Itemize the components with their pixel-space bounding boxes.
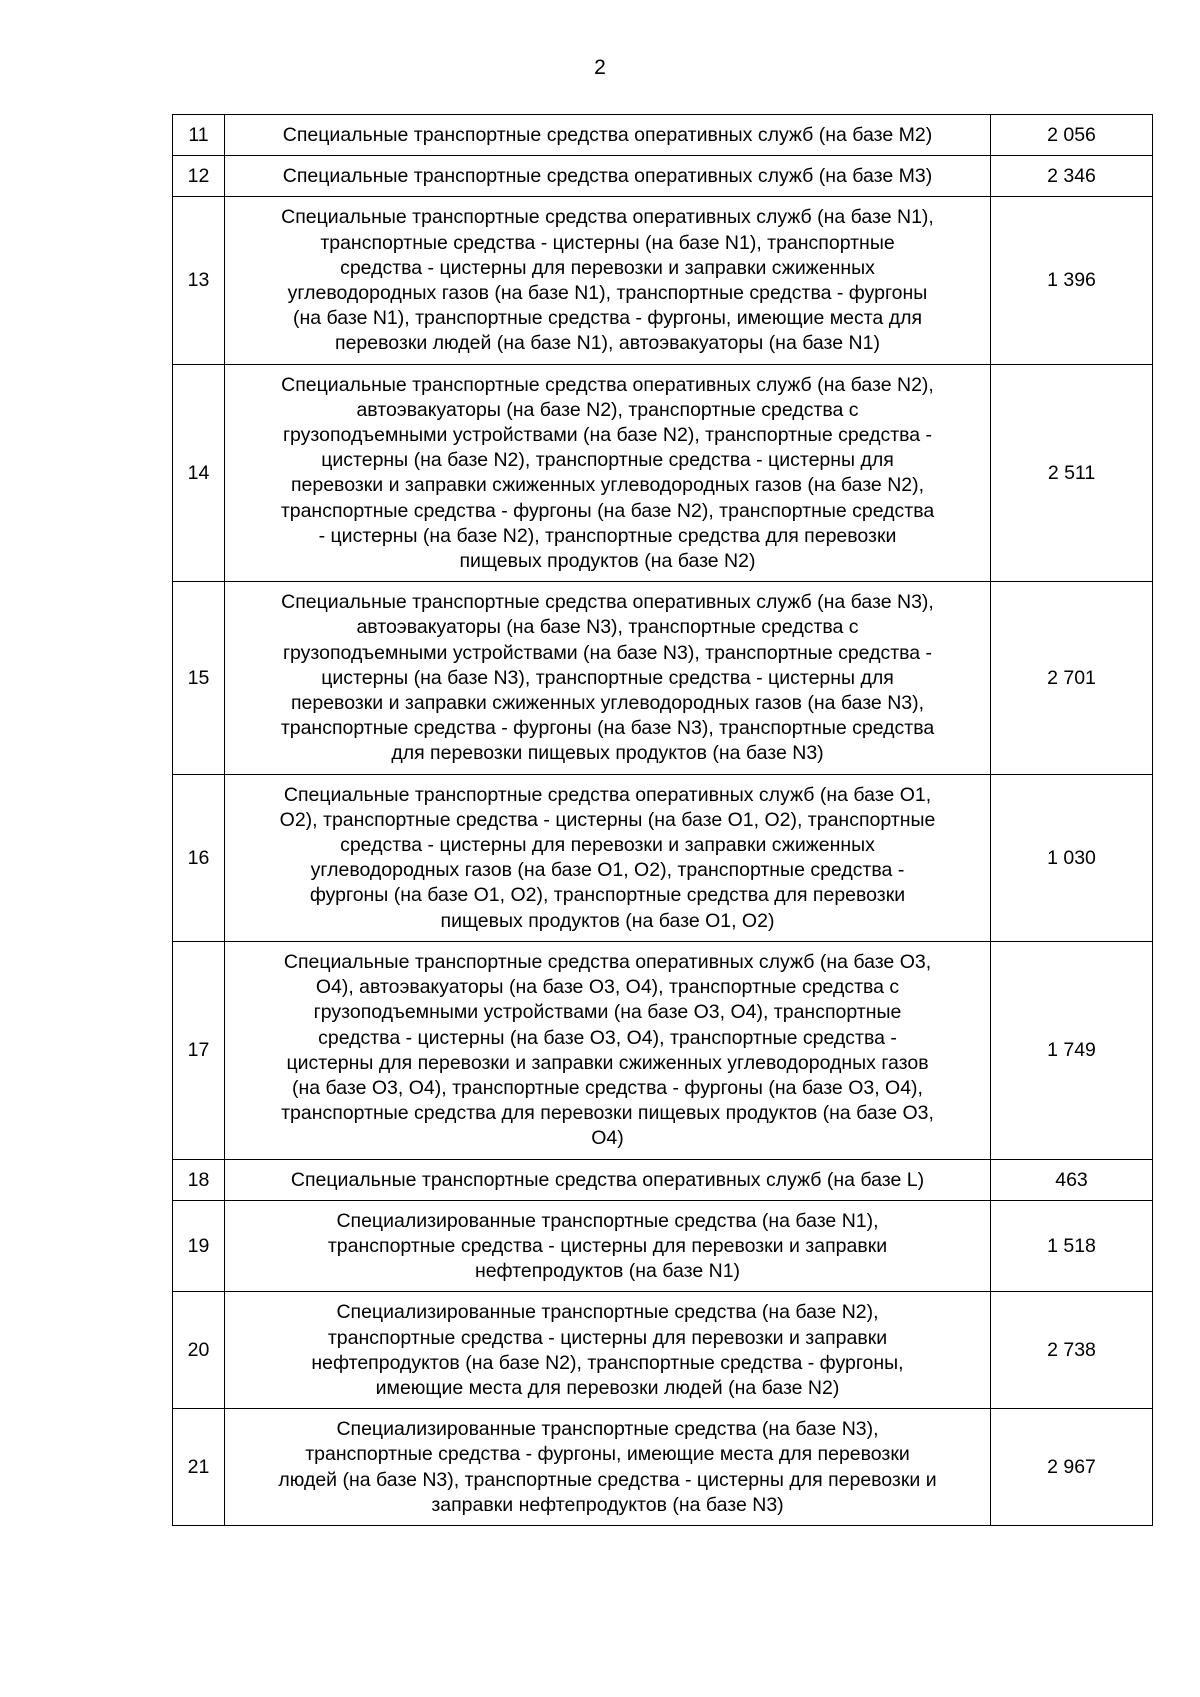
description-line: для перевозки пищевых продуктов (на базе N3) xyxy=(391,742,824,765)
description-line: (на базе N1), транспортные средства - фургоны, имеющие места для xyxy=(292,307,923,330)
description-line: транспортные средства - цистерны для перевозки и заправки xyxy=(327,1234,888,1257)
value-cell: 2 967 xyxy=(991,1409,1153,1526)
description-line: транспортные средства для перевозки пищевых продуктов (на базе O3, xyxy=(281,1102,934,1125)
table-row xyxy=(173,197,1153,364)
description-line: O2), транспортные средства - цистерны (на базе O1, O2), транспортные xyxy=(279,808,936,831)
row-number-cell: 12 xyxy=(173,156,225,197)
description-line: транспортные средства - цистерны (на базе N1), транспортные xyxy=(320,231,895,254)
description-line: Специализированные транспортные средства (на базе N2), xyxy=(336,1301,879,1324)
description-line: углеводородных газов (на базе N1), транспортные средства - фургоны xyxy=(287,282,928,305)
description-line: заправки нефтепродуктов (на базе N3) xyxy=(431,1493,784,1516)
description-line: грузоподъемными устройствами (на базе N3), транспортные средства - xyxy=(282,641,933,664)
value-cell: 2 056 xyxy=(991,115,1153,156)
table-row xyxy=(173,1159,1153,1200)
description-line: транспортные средства - фургоны (на базе N3), транспортные средства xyxy=(280,717,935,740)
vehicle-category-table xyxy=(172,114,1153,1526)
table-row xyxy=(173,1292,1153,1409)
description-line: пищевых продуктов (на базе O1, O2) xyxy=(440,909,775,932)
value-cell: 2 701 xyxy=(991,582,1153,774)
row-number-cell: 21 xyxy=(173,1409,225,1526)
table-row xyxy=(173,941,1153,1159)
description-line: Специальные транспортные средства оперативных служб (на базе O1, xyxy=(283,783,932,806)
description-line: Специальные транспортные средства оперативных служб (на базе M2) xyxy=(282,124,933,146)
description-line: людей (на базе N3), транспортные средства - цистерны для перевозки и xyxy=(278,1468,937,1491)
value-cell: 2 511 xyxy=(991,364,1153,582)
value-cell: 463 xyxy=(991,1159,1153,1200)
description-line: цистерны (на базе N3), транспортные средства - цистерны для xyxy=(321,666,894,689)
value-cell: 2 346 xyxy=(991,156,1153,197)
row-number-cell: 11 xyxy=(173,115,225,156)
vehicle-description-cell xyxy=(225,115,991,156)
description-line: (на базе O3, O4), транспортные средства - фургоны (на базе O3, O4), xyxy=(292,1076,923,1099)
description-line: транспортные средства - фургоны (на базе N2), транспортные средства xyxy=(280,499,935,522)
table-row xyxy=(173,1409,1153,1526)
description-line: нефтепродуктов (на базе N2), транспортные средства - фургоны, xyxy=(311,1351,904,1374)
vehicle-description-cell xyxy=(225,1292,991,1409)
description-line: средства - цистерны (на базе O3, O4), транспортные средства - xyxy=(318,1026,897,1049)
description-line: цистерны для перевозки и заправки сжиженных углеводородных газов xyxy=(286,1051,929,1074)
description-line: грузоподъемными устройствами (на базе N2), транспортные средства - xyxy=(282,424,933,447)
row-number-cell: 16 xyxy=(173,774,225,941)
description-line: углеводородных газов (на базе O1, O2), транспортные средства - xyxy=(310,859,905,882)
description-line: Специальные транспортные средства оперативных служб (на базе O3, xyxy=(283,950,932,973)
description-line: грузоподъемными устройствами (на базе O3, O4), транспортные xyxy=(313,1001,902,1024)
row-number-cell: 17 xyxy=(173,941,225,1159)
vehicle-description-cell xyxy=(225,156,991,197)
vehicle-description-cell xyxy=(225,941,991,1159)
vehicle-description-cell xyxy=(225,1409,991,1526)
description-line: - цистерны (на базе N2), транспортные средства для перевозки xyxy=(318,524,897,547)
vehicle-description-cell xyxy=(225,1200,991,1292)
description-line: Специализированные транспортные средства (на базе N3), xyxy=(336,1418,879,1441)
description-line: Специальные транспортные средства оперативных служб (на базе N1), xyxy=(281,206,934,229)
vehicle-description-cell xyxy=(225,774,991,941)
description-line: Специальные транспортные средства оперативных служб (на базе M3) xyxy=(282,165,933,188)
description-line: Специальные транспортные средства оперативных служб (на базе N2), xyxy=(281,373,934,396)
description-line: транспортные средства - фургоны, имеющие места для перевозки xyxy=(305,1443,910,1466)
vehicle-description-cell xyxy=(225,197,991,364)
description-line: перевозки и заправки сжиженных углеводородных газов (на базе N3), xyxy=(290,692,925,715)
value-cell: 1 749 xyxy=(991,941,1153,1159)
page-number: 2 xyxy=(594,56,606,79)
vehicle-description-cell xyxy=(225,364,991,582)
value-cell: 2 738 xyxy=(991,1292,1153,1409)
row-number-cell: 19 xyxy=(173,1200,225,1292)
description-line: имеющие места для перевозки людей (на базе N2) xyxy=(375,1376,840,1399)
description-line: Специализированные транспортные средства (на базе N1), xyxy=(336,1209,879,1232)
table-row xyxy=(173,1200,1153,1292)
row-number-cell: 18 xyxy=(173,1159,225,1200)
description-line: пищевых продуктов (на базе N2) xyxy=(459,550,756,573)
description-line: средства - цистерны для перевозки и заправки сжиженных xyxy=(340,834,875,857)
value-cell: 1 518 xyxy=(991,1200,1153,1292)
vehicle-description-cell xyxy=(225,1159,991,1200)
description-line: нефтепродуктов (на базе N1) xyxy=(474,1260,741,1283)
description-line: цистерны (на базе N2), транспортные средства - цистерны для xyxy=(321,449,894,472)
description-line: Специальные транспортные средства оперативных служб (на базе L) xyxy=(290,1168,925,1191)
description-line: транспортные средства - цистерны для перевозки и заправки xyxy=(327,1326,888,1349)
row-number-cell: 20 xyxy=(173,1292,225,1409)
description-line: перевозки людей (на базе N1), автоэвакуаторы (на базе N1) xyxy=(335,332,880,355)
description-line: O4), автоэвакуаторы (на базе O3, O4), транспортные средства с xyxy=(315,976,900,999)
description-line: фургоны (на базе O1, O2), транспортные средства для перевозки xyxy=(309,884,906,907)
description-line: автоэвакуаторы (на базе N2), транспортные средства с xyxy=(356,398,859,421)
row-number-cell: 14 xyxy=(173,364,225,582)
table-row xyxy=(173,364,1153,582)
table-body xyxy=(173,115,1153,1526)
table-row xyxy=(173,582,1153,774)
row-number-cell: 15 xyxy=(173,582,225,774)
value-cell: 1 396 xyxy=(991,197,1153,364)
value-cell: 1 030 xyxy=(991,774,1153,941)
description-line: O4) xyxy=(591,1127,624,1150)
description-line: перевозки и заправки сжиженных углеводородных газов (на базе N2), xyxy=(290,474,925,497)
table-row xyxy=(173,156,1153,197)
description-line: Специальные транспортные средства оперативных служб (на базе N3), xyxy=(281,591,934,614)
description-line: средства - цистерны для перевозки и заправки сжиженных xyxy=(340,256,875,279)
table-row xyxy=(173,115,1153,156)
table-row xyxy=(173,774,1153,941)
description-line: автоэвакуаторы (на базе N3), транспортные средства с xyxy=(356,616,859,639)
vehicle-description-cell xyxy=(225,582,991,774)
row-number-cell: 13 xyxy=(173,197,225,364)
